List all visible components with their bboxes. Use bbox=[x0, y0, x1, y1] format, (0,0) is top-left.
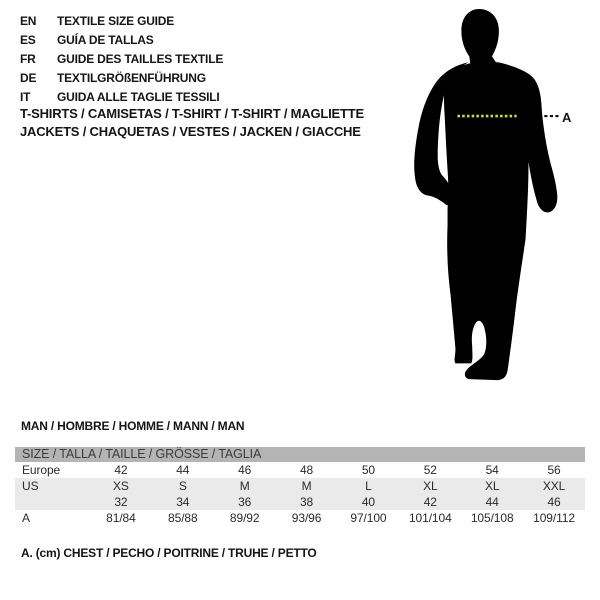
measurement-footnote: A. (cm) CHEST / PECHO / POITRINE / TRUHE / PETTO bbox=[21, 546, 317, 560]
category-list bbox=[20, 105, 364, 141]
language-label: TEXTILE SIZE GUIDE bbox=[57, 13, 175, 28]
measurement-label-a: A bbox=[562, 110, 572, 125]
language-row-fr bbox=[20, 49, 223, 68]
language-label: GUÍA DE TALLAS bbox=[57, 32, 154, 47]
size-cell: XL bbox=[423, 479, 438, 493]
language-label: GUIDA ALLE TAGLIE TESSILI bbox=[57, 89, 220, 104]
language-row-de bbox=[20, 68, 223, 87]
size-cell: M bbox=[239, 479, 250, 493]
size-cell: 52 bbox=[423, 463, 437, 477]
size-cell: 105/108 bbox=[470, 511, 514, 525]
size-table-header: SIZE / TALLA / TAILLE / GRÖSSE / TAGLIA bbox=[15, 447, 585, 462]
size-cell: 54 bbox=[485, 463, 499, 477]
size-cell: M bbox=[301, 479, 312, 493]
size-cell: 81/84 bbox=[106, 511, 136, 525]
size-cell: 56 bbox=[547, 463, 561, 477]
size-cell: XL bbox=[484, 479, 500, 493]
size-cell: 32 bbox=[114, 495, 128, 509]
table-row-us bbox=[15, 478, 585, 494]
size-cell: 48 bbox=[299, 463, 314, 477]
size-cell: 50 bbox=[361, 463, 376, 477]
language-row-en bbox=[20, 11, 223, 30]
size-cell: 89/92 bbox=[229, 511, 260, 525]
size-cell: XS bbox=[113, 479, 129, 493]
size-cell: 40 bbox=[361, 495, 376, 509]
size-cell: L bbox=[365, 479, 372, 493]
size-cell: 42 bbox=[423, 495, 437, 509]
size-cell: 36 bbox=[238, 495, 252, 509]
section-title-man: MAN / HOMBRE / HOMME / MANN / MAN bbox=[21, 419, 245, 433]
size-cell: S bbox=[178, 479, 187, 493]
size-cell: 44 bbox=[176, 463, 190, 477]
language-row-it bbox=[20, 87, 223, 106]
body-shape bbox=[444, 9, 532, 380]
size-cell: XXL bbox=[542, 479, 566, 493]
table-row-europe bbox=[15, 462, 585, 478]
table-row-us-numeric bbox=[15, 494, 585, 510]
row-label: Europe bbox=[22, 463, 61, 477]
language-list bbox=[20, 11, 223, 106]
language-code: DE bbox=[20, 70, 37, 85]
category-tshirts: T-SHIRTS / CAMISETAS / T-SHIRT / T-SHIRT / MAGLIETTE bbox=[20, 106, 364, 121]
size-cell: 44 bbox=[485, 495, 499, 509]
row-label: A bbox=[22, 511, 30, 525]
size-cell: 109/112 bbox=[533, 511, 575, 525]
language-label: GUIDE DES TAILLES TEXTILE bbox=[57, 51, 224, 66]
size-cell: 101/104 bbox=[408, 511, 452, 525]
language-code: ES bbox=[20, 32, 36, 47]
language-label: TEXTILGRÖßENFÜHRUNG bbox=[57, 70, 206, 85]
size-cell: 93/96 bbox=[291, 511, 322, 525]
category-jackets: JACKETS / CHAQUETAS / VESTES / JACKEN / GIACCHE bbox=[20, 124, 361, 139]
size-cell: 38 bbox=[299, 495, 314, 509]
size-cell: 97/100 bbox=[350, 511, 387, 525]
language-code: IT bbox=[20, 89, 31, 104]
row-label: US bbox=[22, 479, 39, 493]
man-silhouette-svg bbox=[405, 5, 575, 390]
table-row-chest-cm bbox=[15, 510, 585, 526]
size-cell: 34 bbox=[176, 495, 190, 509]
size-cell: 42 bbox=[114, 463, 128, 477]
size-cell: 46 bbox=[238, 463, 252, 477]
language-row-es bbox=[20, 30, 223, 49]
language-code: FR bbox=[20, 51, 36, 66]
size-table bbox=[15, 447, 585, 526]
size-cell: 85/88 bbox=[168, 511, 198, 525]
language-code: EN bbox=[20, 13, 37, 28]
row-label bbox=[15, 494, 90, 510]
size-cell: 46 bbox=[547, 495, 561, 509]
man-silhouette bbox=[405, 5, 575, 390]
